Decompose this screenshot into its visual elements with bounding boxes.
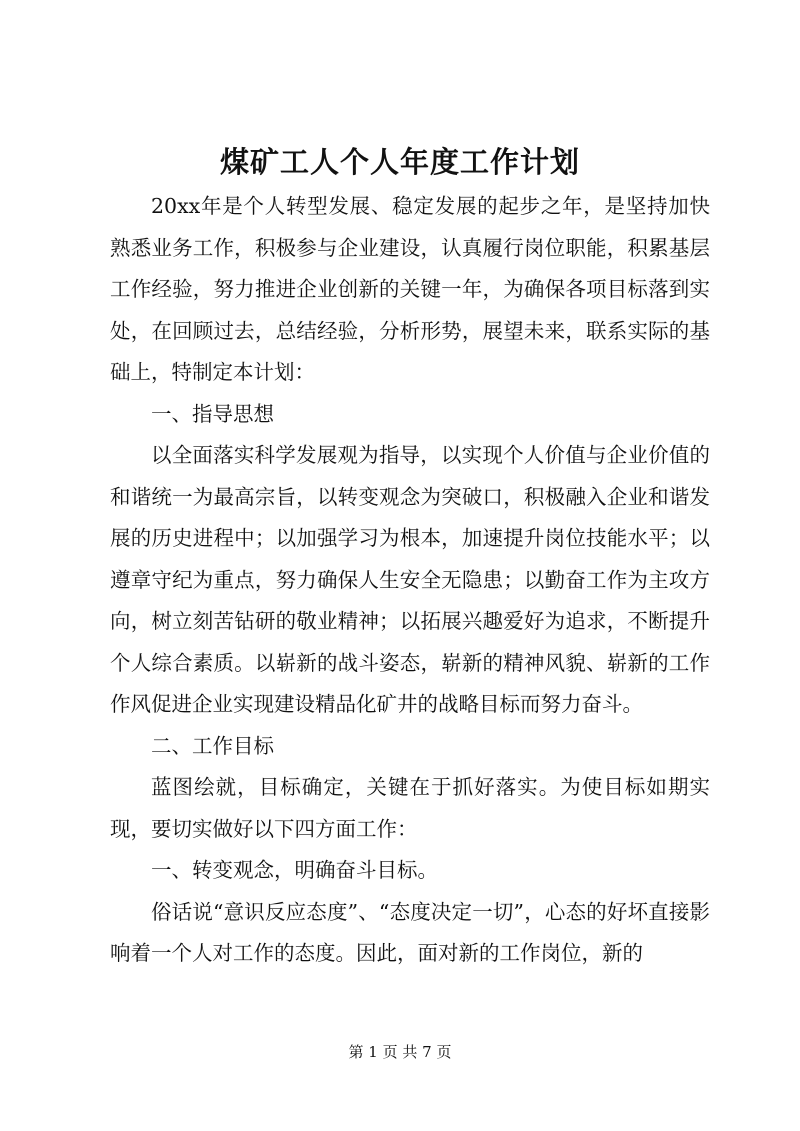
guiding-thought-paragraph: 以全面落实科学发展观为指导，以实现个人价值与企业价值的和谐统一为最高宗旨，以转变观念为突破口，积极融入企业和谐发展的历史进程中；以加强学习为根本，加速提升岗位技能水平；以遵章守纪为重点，努力确保人生安全无隐患；以勤奋工作为主攻方向，树立刻苦钻研的敬业精神；以拓展兴趣爱好为追求，不断提升个人综合素质。以崭新的战斗姿态，崭新的精神风貌、崭新的工作作风促进企业实现建设精品化矿井的战略目标而努力奋斗。 (110, 443, 710, 716)
subsection-heading-change-mindset: 一、转变观念，明确奋斗目标。 (151, 858, 438, 882)
section-heading-guiding-thought: 一、指导思想 (151, 401, 274, 426)
section-heading-work-goals: 二、工作目标 (151, 733, 274, 758)
page-footer: 第 1 页 共 7 页 (348, 1043, 452, 1061)
document-body (110, 186, 710, 975)
work-goals-paragraph: 蓝图绘就，目标确定，关键在于抓好落实。为使目标如期实现，要切实做好以下四方面工作： (110, 775, 710, 841)
change-mindset-paragraph: 俗话说“意识反应态度”、“态度决定一切”，心态的好坏直接影响着一个人对工作的态度。因此，面对新的工作岗位，新的 (110, 899, 710, 965)
document-title: 煤矿工人个人年度工作计划 (219, 145, 580, 179)
intro-paragraph: 20xx年是个人转型发展、稳定发展的起步之年，是坚持加快熟悉业务工作，积极参与企业建设，认真履行岗位职能，积累基层工作经验，努力推进企业创新的关键一年，为确保各项目标落到实处，在回顾过去，总结经验，分析形势，展望未来，联系实际的基础上，特制定本计划： (110, 194, 710, 384)
